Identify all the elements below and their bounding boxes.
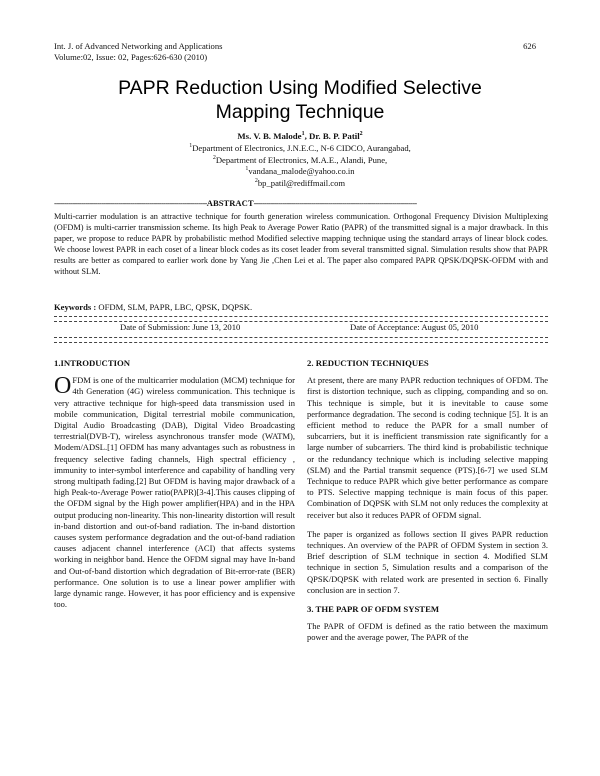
submission-date: Date of Submission: June 13, 2010 (120, 322, 241, 332)
email2-sup: 2 (254, 177, 258, 184)
reduction-paragraph-1: At present, there are many PAPR reduction techniques of OFDM. The first is distortion technique, such as clipping, companding and so on. This technique is simple, but it is inevitable to cause some performance degradation. The second is coding technique [5]. It is an efficient method to reduce the PAPR for a small number of subcarriers, but it is inefficient transmission rate significantly for a large number of subcarriers. The third kind is probabilistic technique or the redundancy technique which is including selective mapping (SLM) and the Partial transmit sequence (PTS).[6-7] we used SLM Technique to reduce PAPR which give better performance as compare to PTS. Selective mapping technique is main focus of this paper. Combination of DQPSK with SLM not only reduces the complexity at receiver but also it reduces PAPR of OFDM signal. (307, 375, 548, 520)
keywords-text: OFDM, SLM, PAPR, LBC, QPSK, DQPSK. (98, 302, 253, 312)
affiliation-2: Department of Electronics, M.A.E., Alandi, Pune, (215, 154, 388, 165)
affiliations (40, 143, 560, 189)
email-2[interactable]: bp_patil@rediffmail.com (257, 177, 346, 188)
aff2-sup: 2 (212, 154, 216, 161)
author-list: Ms. V. B. Malode$^1$, Dr. B. P. Patil$^2$ (237, 131, 363, 141)
title-line-2: Mapping Technique (215, 101, 385, 123)
divider (54, 316, 548, 317)
title-line-1: PAPR Reduction Using Modified Selective (118, 77, 482, 99)
keywords-label: Keywords : (54, 302, 97, 312)
page-number: 626 (523, 41, 536, 51)
intro-paragraph-text: FDM is one of the multicarrier modulation (MCM) technique for 4th Generation (4G) wireless communication. This technique is very attractive technique for high-speed data transmission used in mobile communication, Digital terrestrial mobile communication, Digital Audio Broadcasting (DAB), Digital Video Broadcasting terrestrial(DVB-T), wireless asynchronous transfer mode (WATM), Modem/ADSL.[1] OFDM has many advantages such as robustness in frequency selective fading channels, High spectral efficiency , immunity to inter-symbol interference and capability of handling very strong multipath fading.[2] But OFDM is having major drawback of a high Peak-to-Average Power ratio(PAPR)[3-4].This causes clipping of the OFDM signal by the High power amplifier(HPA) and in the HPA output producing non-linearity. This non-linearity distortion will result in-band distortion and out-of-band radiation. The in-band distortion causes system performance degradation and the out-of-band radiation causes adjacent channel interference (ACI) that affects systems working in neighbor band. Hence the OFDM signal may have In-band and Out-of-band distortion which degradation of Bit-error-rate (BER) performance. One solution is to use a linear power amplifier with large dynamic range. However, it has poor efficiency and is expensive too. (54, 375, 295, 610)
section-heading-introduction: 1.INTRODUCTION (54, 358, 131, 368)
journal-name: Int. J. of Advanced Networking and Applications (54, 41, 223, 51)
abstract-rule: --------------------------------------------------------------------------ABSTRACT------------------------------------------------------------------------------- (54, 198, 417, 208)
intro-paragraph (54, 375, 295, 610)
right-column (307, 358, 548, 652)
abstract-heading: ABSTRACT (206, 198, 254, 208)
email1-sup: 1 (245, 166, 249, 173)
divider (54, 342, 548, 343)
divider (54, 337, 548, 338)
journal-volume: Volume:02, Issue: 02, Pages:626-630 (2010) (54, 52, 208, 62)
abstract-text: Multi-carrier modulation is an attractive technique for fourth generation wireless communication. Orthogonal Frequency Division Multiplexing (OFDM) is multi-carrier transmission scheme. Its high Peak to Average Power Ratio (PAPR) of the transmitted signal is a major drawback. In this paper, we propose to reduce PAPR by probabilistic method Modified selective mapping technique using the standard arrays of linear block codes. We choose lowest PAPR in each coset of a linear block codes as its coset leader from several transmitted signal. Simulation results show that PAPR results are better as compared to earlier work done by Yang Jie ,Chen Lei et al. The paper also compared PAPR QPSK/DQPSK-OFDM with and without SLM. (54, 212, 548, 276)
author-1: Ms. V. B. Malode (237, 131, 302, 141)
email-1[interactable]: vandana_malode@yahoo.co.in (248, 166, 355, 177)
author-1-sup: 1 (301, 131, 305, 138)
keywords (54, 302, 252, 312)
author-2: Dr. B. P. Patil (308, 131, 360, 141)
running-header (54, 41, 223, 63)
author-2-sup: 2 (359, 131, 363, 138)
papr-paragraph: The PAPR of OFDM is defined as the ratio between the maximum power and the average power, The PAPR of the (307, 621, 548, 643)
paper-title (40, 76, 560, 124)
aff1-sup: 1 (189, 143, 193, 150)
affiliation-1: Department of Electronics, J.N.E.C., N-6 CIDCO, Aurangabad, (192, 143, 411, 153)
reduction-paragraph-2: The paper is organized as follows section II gives PAPR reduction techniques. An overview of the PAPR of OFDM System in section 3. Brief description of SLM technique in section 4. Modified SLM technique in section 5, Simulation results and a comparison of the QPSK/DQPSK with related work are presented in section 6. Finally conclusion are in section 7. (307, 528, 548, 595)
acceptance-date: Date of Acceptance: August 05, 2010 (350, 322, 479, 332)
section-heading-reduction: 2. REDUCTION TECHNIQUES (307, 358, 429, 368)
section-heading-papr: 3. THE PAPR OF OFDM SYSTEM (307, 604, 440, 615)
left-column (54, 358, 295, 618)
drop-cap: O (54, 373, 72, 400)
